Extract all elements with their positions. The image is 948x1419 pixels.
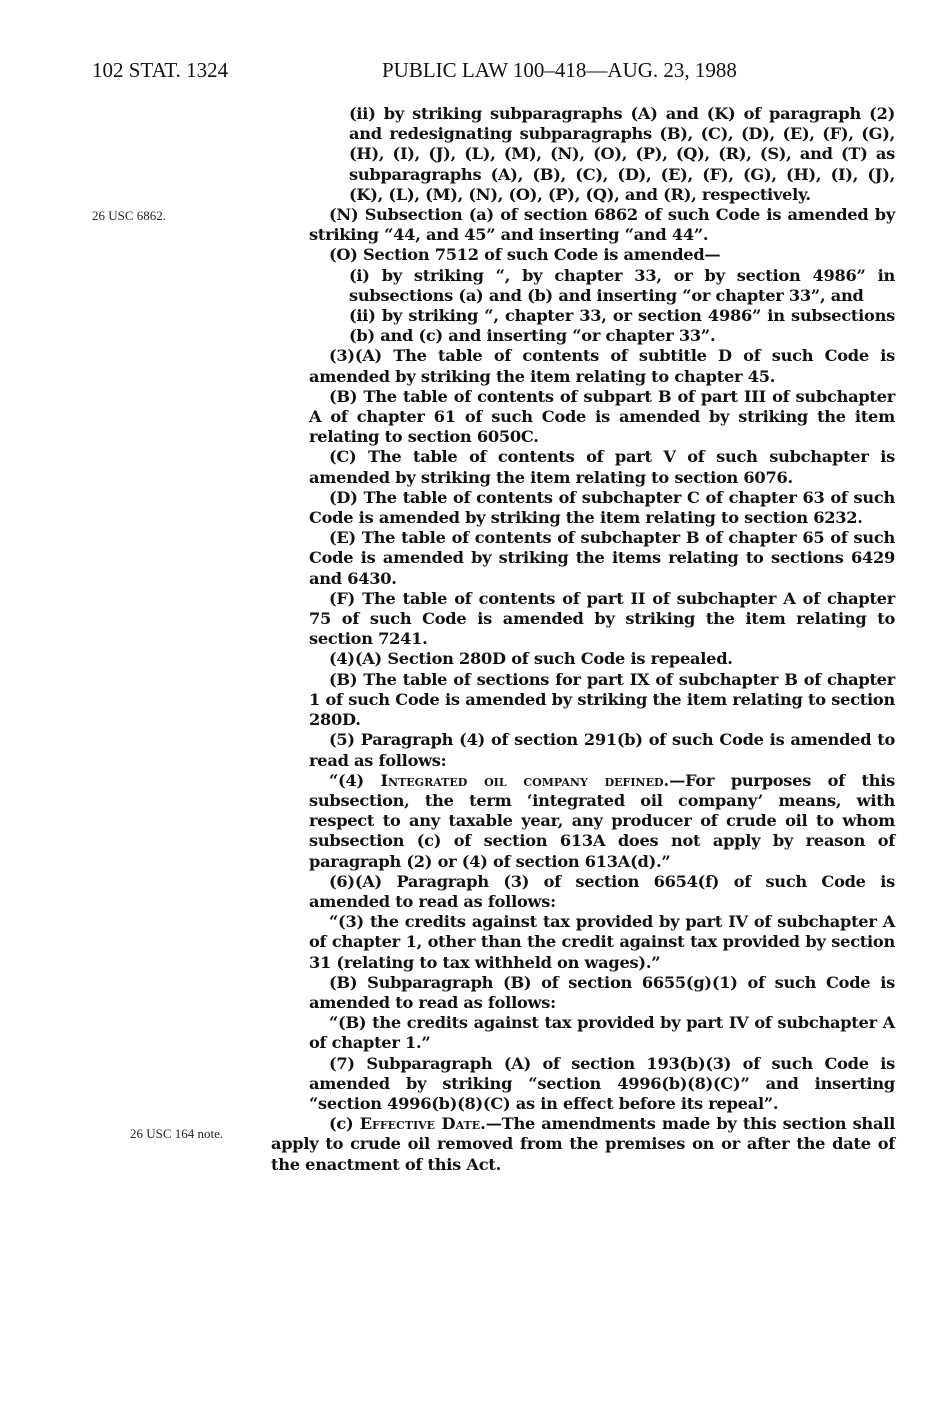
paragraph-6A: (6)(A) Paragraph (3) of section 6654(f) of such Code is amended to read as follows: bbox=[309, 871, 895, 911]
paragraph-3F: (F) The table of contents of part II of subchapter A of chapter 75 of such Code is amended by striking the item relating to section 7241. bbox=[309, 588, 895, 649]
paragraph-3E: (E) The table of contents of subchapter B of chapter 65 of such Code is amended by striking the items relating to sections 6429 and 6430. bbox=[309, 528, 895, 588]
paragraph-integrated-oil-company bbox=[309, 771, 895, 872]
paragraph-4B: (B) The table of sections for part IX of subchapter B of chapter 1 of such Code is amended by striking the item relating to section 280D. bbox=[309, 669, 895, 730]
subsection-lead: (c) bbox=[329, 1114, 360, 1134]
paragraph-N: (N) Subsection (a) of section 6862 of such Code is amended by striking “44, and 45” and inserting “and 44”. bbox=[309, 205, 895, 245]
paragraph-6B: (B) Subparagraph (B) of section 6655(g)(1) of such Code is amended to read as follows: bbox=[309, 972, 895, 1012]
law-body-text bbox=[271, 104, 896, 1175]
paragraph-5: (5) Paragraph (4) of section 291(b) of such Code is amended to read as follows: bbox=[309, 730, 895, 770]
stat-page-number: 102 STAT. 1324 bbox=[92, 58, 229, 82]
effective-date-text: —The amendments made by this section shall apply to crude oil removed from the premises on or after the date of the enactment of this Act. bbox=[271, 1114, 895, 1174]
paragraph-ii-redesignating: (ii) by striking subparagraphs (A) and (K) of paragraph (2) and redesignating subparagraphs (B), (C), (D), (E), (F), (G), (H), (I), (J), (L), (M), (N), (O), (P), (Q), (R), (S), and (T) as subparagraphs (A), (B), (C), (D), (E), (F), (G), (H), (I), (J), (K), (L), (M), (N), (O), (P), (Q), and (R), respectively. bbox=[349, 104, 895, 204]
paragraph-3C: (C) The table of contents of part V of such subchapter is amended by striking the item relating to section 6076. bbox=[309, 447, 895, 487]
margin-note-164: 26 USC 164 note. bbox=[130, 1126, 224, 1141]
paragraph-O-ii: (ii) by striking “, chapter 33, or section 4986” in subsections (b) and (c) and inserting “or chapter 33”. bbox=[349, 306, 895, 346]
paragraph-c-effective-date bbox=[271, 1114, 895, 1175]
margin-note-6862: 26 USC 6862. bbox=[92, 208, 167, 223]
definition-text: —For purposes of this subsection, the term ‘integrated oil company’ means, with respect to any taxable year, any producer of crude oil to whom subsection (c) of section 613A does not apply by reason of paragraph (2) or (4) of section 613A(d).” bbox=[309, 770, 896, 871]
paragraph-6A-quote: “(3) the credits against tax provided by part IV of subchapter A of chapter 1, other than the credit against tax provided by section 31 (relating to tax withheld on wages).” bbox=[309, 912, 895, 972]
paragraph-3A: (3)(A) The table of contents of subtitle D of such Code is amended by striking the item relating to chapter 45. bbox=[309, 346, 895, 386]
paragraph-O-i: (i) by striking “, by chapter 33, or by section 4986” in subsections (a) and (b) and inserting “or chapter 33”, and bbox=[349, 265, 895, 305]
paragraph-6B-quote: “(B) the credits against tax provided by part IV of subchapter A of chapter 1.” bbox=[309, 1013, 895, 1053]
paragraph-3B: (B) The table of contents of subpart B of part III of subchapter A of chapter 61 of such Code is amended by striking the item relating to section 6050C. bbox=[309, 386, 895, 447]
paragraph-4A: (4)(A) Section 280D of such Code is repealed. bbox=[329, 649, 733, 669]
paragraph-O: (O) Section 7512 of such Code is amended— bbox=[329, 245, 721, 265]
public-law-title: PUBLIC LAW 100–418—AUG. 23, 1988 bbox=[382, 58, 737, 82]
paragraph-3D: (D) The table of contents of subchapter C of chapter 63 of such Code is amended by striking the item relating to section 6232. bbox=[309, 487, 895, 528]
quote-lead: “(4) bbox=[329, 770, 381, 790]
page-header bbox=[0, 58, 948, 88]
defined-term-heading: Integrated oil company defined. bbox=[380, 770, 670, 790]
effective-date-heading: Effective Date. bbox=[359, 1114, 486, 1134]
paragraph-7: (7) Subparagraph (A) of section 193(b)(3) of such Code is amended by striking “section 4996(b)(8)(C)” and inserting “section 4996(b)(8)(C) as in effect before its repeal”. bbox=[309, 1053, 895, 1113]
